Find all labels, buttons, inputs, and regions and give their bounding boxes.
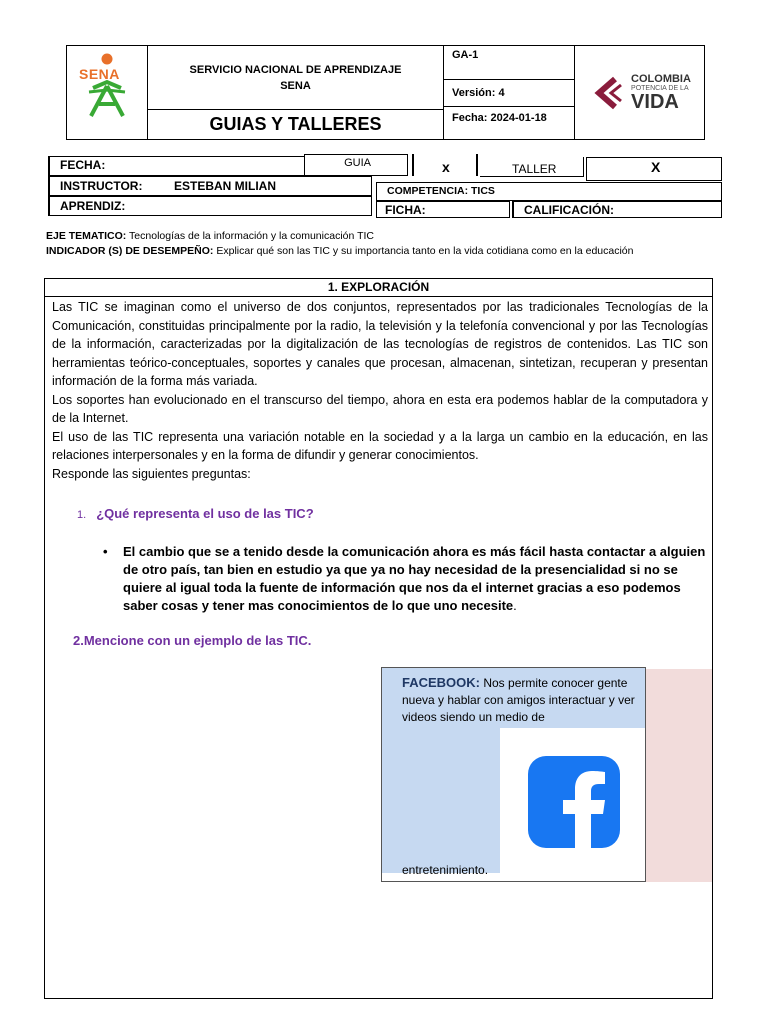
calificacion-box [512, 201, 722, 218]
calificacion-label: CALIFICACIÓN: [524, 203, 614, 217]
taller-mark-box [586, 157, 722, 181]
eje-value: Tecnologías de la información y la comunicación TIC [129, 230, 374, 242]
guia-mark-box [412, 154, 478, 176]
colombia-logo-line1: COLOMBIA [631, 72, 691, 85]
header-table [66, 45, 705, 140]
facebook-end-text: entretenimiento. [402, 863, 489, 877]
doc-date [444, 107, 575, 139]
bullet-icon: • [103, 544, 108, 559]
answer-1-text: El cambio que se a tenido desde la comunicación ahora es más fácil hasta contactar a alguien de otro país, tan bien en estudio ya que ya no hay necesidad de la presencialidad si no se quiere al igual toda la fuente de información que nos da el internet gracias a eso podemos saber cosas y tener mas conocimientos de lo que uno necesite [123, 544, 706, 613]
fecha-row [48, 156, 304, 176]
date-label: Fecha: [452, 112, 488, 124]
facebook-icon [528, 756, 620, 848]
org-line-1: SERVICIO NACIONAL DE APRENDIZAJE [189, 63, 402, 76]
guia-mark: x [442, 159, 450, 175]
date-value: 2024-01-18 [490, 112, 547, 124]
text-highlight-left [382, 728, 500, 873]
paragraph-2: Los soportes han evolucionado en el transcurso del tiempo, ahora en esta era podemos hablar de la computadora y de la Internet. [52, 392, 708, 425]
page-title: GUIAS Y TALLERES [148, 110, 444, 139]
pink-side-panel [646, 669, 713, 882]
answer-1-end: . [513, 598, 517, 613]
paragraph-1: Las TIC se imaginan como el universo de dos conjuntos, representados por las tradicionales Tecnologías de la Comunicación, constituidas principalmente por la radio, la televisión y la telefonía convencional y por las Tecnologías de la información, caracterizadas por la digitalización de las tecnologías de registros de contenidos. Las TIC son herramientas teórico-conceptuales, soportes y canales que procesan, almacenan, sintetizan, recuperan y presentan información de la forma más variada. [52, 300, 708, 388]
sena-figure-icon [67, 46, 148, 139]
facebook-example-box [381, 667, 646, 882]
colombia-logo-icon [589, 73, 629, 113]
competencia-label: COMPETENCIA: TICS [387, 185, 495, 197]
instructor-label: INSTRUCTOR: [60, 179, 143, 193]
facebook-text: Nos permite conocer gente nueva y hablar con amigos interactuar y ver videos siendo un medio de [402, 676, 635, 724]
org-line-2: SENA [280, 79, 311, 92]
question-1-number: 1. [77, 509, 87, 521]
aprendiz-label: APRENDIZ: [60, 199, 126, 213]
eje-label: EJE TEMATICO: [46, 230, 127, 242]
doc-code: GA-1 [444, 46, 575, 80]
answer-1 [103, 543, 713, 615]
guia-label: GUIA [344, 157, 371, 169]
indicador-value: Explicar qué son las TIC y su importancia tanto en la vida cotidiana como en la educación [216, 245, 634, 257]
org-name [148, 46, 444, 110]
facebook-brand: FACEBOOK: [402, 675, 480, 690]
ficha-box [376, 201, 510, 218]
colombia-logo [575, 46, 705, 139]
instructor-row [48, 176, 372, 196]
aprendiz-row [48, 196, 372, 216]
competencia-box [376, 182, 722, 201]
paragraph-3: El uso de las TIC representa una variación notable en la sociedad y a la larga un cambio en la educación, en las relaciones interpersonales y en la forma de difundir y generar conocimientos. [52, 429, 708, 462]
taller-label: TALLER [512, 162, 557, 176]
indicador-label: INDICADOR (S) DE DESEMPEÑO: [46, 245, 214, 257]
facebook-description [402, 674, 647, 726]
guia-box [304, 154, 408, 176]
doc-version [444, 80, 575, 107]
fecha-label: FECHA: [60, 158, 106, 172]
question-1 [77, 506, 314, 521]
taller-mark: X [651, 159, 661, 175]
question-1-text: ¿Qué representa el uso de las TIC? [96, 506, 314, 521]
section-title: 1. EXPLORACIÓN [45, 279, 712, 297]
colombia-logo-line2: POTENCIA DE LA [631, 84, 689, 92]
eje-tematico [46, 229, 633, 259]
ficha-label: FICHA: [385, 203, 426, 217]
exploracion-section [44, 278, 713, 999]
question-2: 2.Mencione con un ejemplo de las TIC. [73, 633, 312, 648]
sena-logo-text: SENA [79, 66, 120, 82]
colombia-logo-line3: VIDA [631, 90, 679, 113]
taller-box [480, 157, 584, 177]
sena-logo [67, 46, 148, 139]
version-value: 4 [498, 87, 505, 99]
instructor-value: ESTEBAN MILIAN [174, 179, 276, 193]
paragraph-4: Responde las siguientes preguntas: [52, 466, 251, 481]
version-label: Versión: [452, 87, 496, 99]
section-body [52, 298, 708, 483]
